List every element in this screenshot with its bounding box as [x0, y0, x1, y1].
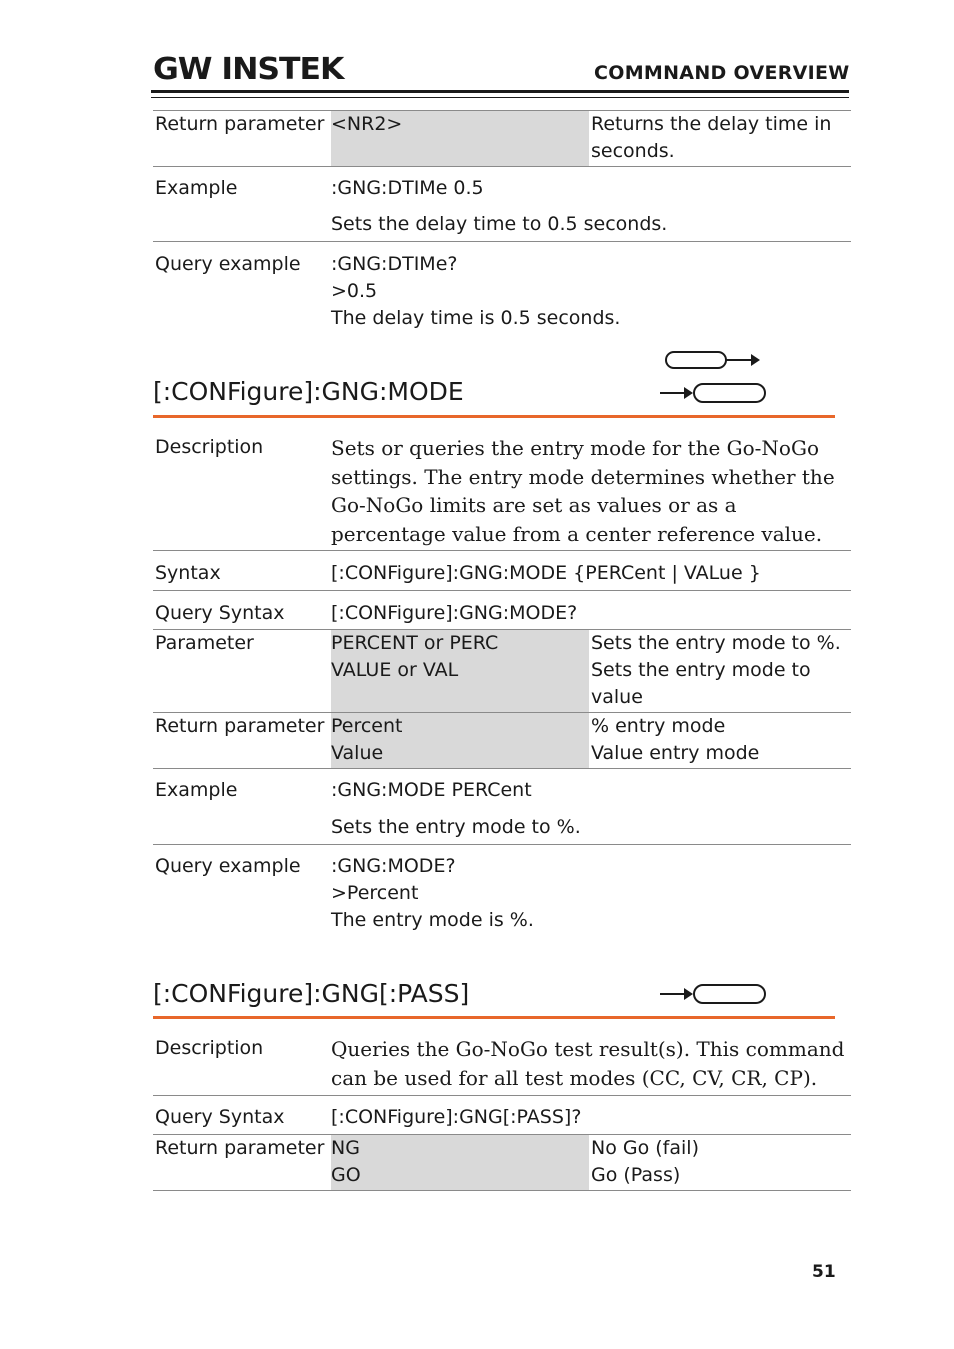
pass-query-syntax-row	[153, 1096, 851, 1135]
desc-line: Returns the delay time in	[591, 113, 832, 135]
desc-line: Sets or queries the entry mode for the Go-NoGo	[331, 436, 819, 460]
desc-line: can be used for all test modes (CC, CV, CR, CP).	[331, 1065, 818, 1090]
header-rule-thick	[151, 90, 849, 93]
desc-line: Queries the Go-NoGo test result(s). This command	[331, 1037, 845, 1061]
query-example-lines	[331, 251, 620, 332]
return-value: Value	[331, 742, 384, 764]
parameter-descriptions	[591, 630, 849, 711]
return-value: GO	[331, 1164, 361, 1186]
section-title-pass: [:CONFigure]:GNG[:PASS]	[153, 979, 470, 1008]
query-syntax-value: [:CONFigure]:GNG:MODE?	[331, 602, 578, 624]
example-command: :GNG:MODE PERCent	[331, 779, 532, 801]
section-title-mode: [:CONFigure]:GNG:MODE	[153, 377, 464, 406]
return-values	[331, 713, 403, 767]
mode-return-parameter-row	[153, 713, 851, 769]
mode-example-row	[153, 769, 851, 845]
brand-logo: GW INSTEK	[153, 52, 344, 87]
parameter-description	[591, 111, 849, 165]
header-rule-thin	[151, 97, 849, 98]
parameter-value: VALUE or VAL	[331, 659, 459, 681]
desc-line: Go (Pass)	[591, 1164, 681, 1186]
desc-line: Value entry mode	[591, 742, 760, 764]
mode-query-example	[153, 853, 851, 937]
row-label: Description	[155, 1037, 264, 1059]
query-line: The entry mode is %.	[331, 909, 534, 931]
query-line: >Percent	[331, 882, 419, 904]
query-line: The delay time is 0.5 seconds.	[331, 307, 621, 329]
desc-line: Sets the entry mode to	[591, 659, 811, 681]
desc-line: No Go (fail)	[591, 1137, 699, 1159]
example-description: Sets the delay time to 0.5 seconds.	[331, 213, 668, 235]
header-title: COMMNAND OVERVIEW	[594, 62, 850, 84]
row-label: Parameter	[155, 632, 254, 654]
row-label: Example	[155, 779, 238, 801]
row-label: Return parameter	[155, 113, 325, 135]
return-value: NG	[331, 1137, 360, 1159]
row-label: Query Syntax	[155, 1106, 285, 1128]
shaded-cell	[331, 1135, 589, 1190]
desc-line: settings. The entry mode determines whether the	[331, 464, 835, 489]
row-label: Description	[155, 436, 264, 458]
section-rule-pass	[153, 1016, 835, 1019]
dtime-example-row	[153, 166, 851, 242]
desc-line: percentage value from a center reference value.	[331, 521, 823, 546]
row-label: Syntax	[155, 562, 221, 584]
parameter-value: PERCENT or PERC	[331, 632, 499, 654]
section-rule-mode	[153, 415, 835, 418]
shaded-cell	[331, 713, 589, 768]
parameter-values	[331, 630, 498, 684]
mode-parameter-row	[153, 630, 851, 713]
return-value: Percent	[331, 715, 403, 737]
row-label: Query example	[155, 253, 301, 275]
return-descriptions	[591, 1135, 849, 1189]
row-label: Return parameter	[155, 1137, 325, 1159]
dtime-return-parameter-row	[153, 110, 851, 167]
dtime-query-example	[153, 251, 851, 335]
query-line: >0.5	[331, 280, 378, 302]
query-line: :GNG:MODE?	[331, 855, 456, 877]
shaded-cell	[331, 630, 589, 712]
row-label: Query example	[155, 855, 301, 877]
desc-line: Sets the entry mode to %.	[591, 632, 841, 654]
query-syntax-value: [:CONFigure]:GNG[:PASS]?	[331, 1106, 582, 1128]
example-command: :GNG:DTIMe 0.5	[331, 177, 484, 199]
return-values	[331, 1135, 361, 1189]
desc-line: seconds.	[591, 140, 675, 162]
mode-syntax-row	[153, 551, 851, 591]
mode-query-syntax-row	[153, 591, 851, 630]
row-label: Query Syntax	[155, 602, 285, 624]
mode-description-row	[153, 430, 851, 551]
pass-description-row	[153, 1031, 851, 1096]
description-text	[331, 434, 835, 548]
query-line: :GNG:DTIMe?	[331, 253, 458, 275]
desc-line: value	[591, 686, 643, 708]
desc-line: % entry mode	[591, 715, 726, 737]
query-command-icon	[660, 383, 770, 405]
desc-line: Go-NoGo limits are set as values or as a	[331, 493, 737, 517]
set-command-icon	[664, 350, 764, 370]
parameter-value: <NR2>	[331, 113, 403, 135]
return-descriptions	[591, 713, 849, 767]
row-label: Example	[155, 177, 238, 199]
example-description: Sets the entry mode to %.	[331, 816, 581, 838]
query-example-lines	[331, 853, 534, 934]
pass-return-parameter-row	[153, 1135, 851, 1191]
syntax-value: [:CONFigure]:GNG:MODE {PERCent | VALue }	[331, 562, 761, 584]
row-label: Return parameter	[155, 715, 325, 737]
shaded-cell	[331, 111, 589, 166]
query-command-icon	[660, 984, 770, 1006]
page-number: 51	[812, 1262, 836, 1282]
description-text	[331, 1035, 844, 1092]
